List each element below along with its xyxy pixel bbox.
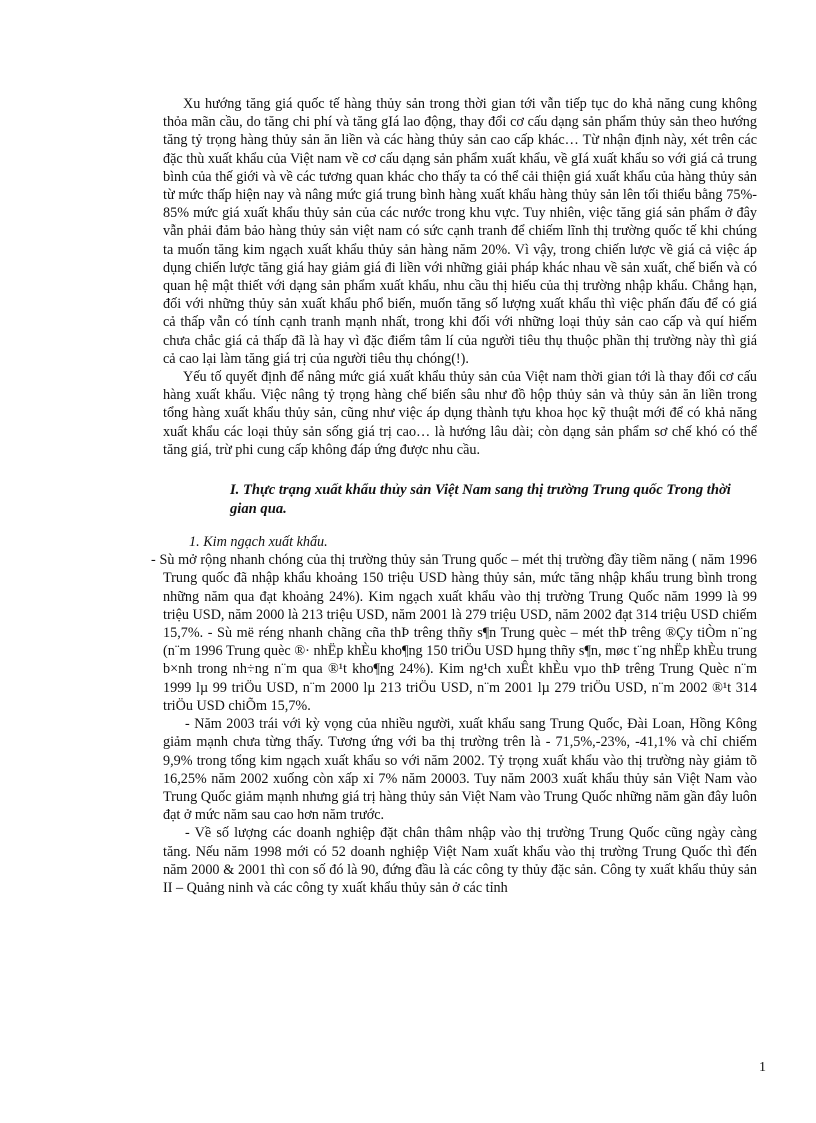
- section-heading: I. Thực trạng xuất khẩu thủy sản Việt Nam sang thị trường Trung quốc Trong thời gian qua.: [230, 482, 731, 518]
- paragraph-export-structure: Yếu tố quyết định để nâng mức giá xuất khẩu thủy sản của Việt nam thời gian tới là thay đổi cơ cấu hàng xuất khẩu. Việc nâng tỷ trọng hàng chế biến sâu như đồ hộp thủy sản và thủy sản ăn liền trong tổng hàng xuất khẩu thủy sản, cũng như việc áp dụng thành tựu khoa học kỹ thuật mới để có khả năng xuất khẩu các loại thủy sản sống giá trị cao… là hướng lâu dài; còn dạng sản phẩm sơ chế khó có thể tăng giá, trừ phi cung cấp không đáp ứng được nhu cầu.: [163, 369, 757, 458]
- paragraph-enterprise-count: - Về số lượng các doanh nghiệp đặt chân thâm nhập vào thị trường Trung Quốc cũng ngày càng tăng. Nếu năm 1998 mới có 52 doanh nghiệp Việt Nam xuất khẩu vào thị trường Trung Quốc thì đến năm 2000 & 2001 thì con số đó là 90, đứng đầu là các công ty thủy đặc sản. Công ty xuất khẩu thủy sản II – Quảng ninh và các công ty xuất khẩu thủy sản ở các tỉnh: [163, 825, 757, 896]
- paragraph-2003-decline: - Năm 2003 trái với kỳ vọng của nhiều người, xuất khẩu sang Trung Quốc, Đài Loan, Hồng Kông giảm mạnh chưa từng thấy. Tương ứng với ba thị trường trên là - 71,5%,-23%, -41,1% và chỉ chiếm 9,9% trong tổng kim ngạch xuất khẩu so với năm 2002. Tỷ trọng xuất khẩu vào thị trường này giảm tõ 16,25% năm 2002 xuống còn xấp xỉ 7% năm 20003. Tuy năm 2003 xuất khẩu thủy sản Việt Nam vào Trung Quốc giảm mạnh nhưng giá trị hàng thủy sản Việt Nam vào Trung Quốc những năm gần đây luôn đạt ở mức năm sau cao hơn năm trước.: [163, 716, 757, 824]
- subsection-heading: 1. Kim ngạch xuất khẩu.: [189, 534, 328, 551]
- document-body: [151, 95, 757, 897]
- paragraph-price-trend: Xu hướng tăng giá quốc tế hàng thủy sản trong thời gian tới vẫn tiếp tục do khả năng cung không thỏa mãn cầu, do tăng chi phí và tăng gIá lao động, thay đổi cơ cấu dạng sản phẩm thủy sản theo hướng tăng tỷ trọng hàng thủy sản ăn liền và các hàng thủy sản cao cấp khác… Từ nhận định này, xét trên các đặc thù xuất khẩu của Việt nam về cơ cấu dạng sản phẩm xuất khẩu, về gIá xuất khẩu so với giá cả trung bình của thế giới và về các tương quan khác cho thấy ta có thể cải thiện giá xuất khẩu của hàng thủy sản từ mức thấp hiện nay và nâng mức giá trung bình hàng xuất khẩu hàng thủy sản lên tối thiểu bằng 75%- 85% mức giá xuất khẩu thủy sản của các nước trong khu vực. Tuy nhiên, việc tăng giá sản phẩm ở đây vẫn phải đảm bảo hàng thủy sản việt nam có sức cạnh tranh để chiếm lĩnh thị trường quốc tế khi chúng ta muốn tăng kim ngạch xuất khẩu thủy sản hàng năm 20%. Vì vậy, trong chiến lược về giá cả việc áp dụng chiến lược tăng giá hay giảm giá đi liền với những giải pháp khác nhau về sản xuất, chế biến và có quan hệ mật thiết với dạng sản phẩm xuất khẩu, nhu cầu thị hiếu của thị trường nhập khẩu. Chẳng hạn, đối với những thủy sản xuất khẩu phổ biến, muốn tăng số lượng xuất khẩu thì việc phấn đấu để có giá cả thấp vẫn có tính cạnh tranh mạnh nhất, trong khi đối với những loại thủy sản cao cấp và quí hiếm chưa chắc giá cả thấp đã là hay vì đặc điểm tâm lí của người tiêu thụ thuộc phần thị trường này thì giá cả cao lại làm tăng giá trị của người tiêu thụ chóng(!).: [163, 96, 757, 367]
- paragraph-market-expansion: - Sù mở rộng nhanh chóng của thị trường thủy sản Trung quốc – mét thị trường đầy tiềm năng ( năm 1996 Trung quốc đã nhập khẩu khoảng 150 triệu USD hàng thủy sản, mức tăng nhập khẩu trung bình trong những năm qua đạt khoảng 24%). Kim ngạch xuất khẩu vào thị trường Trung Quốc năm 1999 là 99 triệu USD, năm 2000 là 213 triệu USD, năm 2001 là 279 triệu USD, năm 2002 đạt 314 triệu USD chiếm 15,7%. - Sù më réng nhanh chãng cña thÞ trêng thñy s¶n Trung quèc – mét thÞ trêng ®Çy tiÒm n¨ng (n¨m 1996 Trung quèc ®· nhËp khÈu kho¶ng 150 triÖu USD hµng thñy s¶n, møc t¨ng nhËp khÈu trung b×nh trong nh÷ng n¨m qua ®¹t kho¶ng 24%). Kim ng¹ch xuÊt khÈu vµo thÞ trêng Trung Quèc n¨m 1999 lµ 99 triÖu USD, n¨m 2000 lµ 213 triÖu USD, n¨m 2001 lµ 279 triÖu USD, n¨m 2002 ®¹t 314 triÖu USD chiÕm 15,7%.: [151, 552, 757, 714]
- page-number: 1: [759, 1060, 766, 1075]
